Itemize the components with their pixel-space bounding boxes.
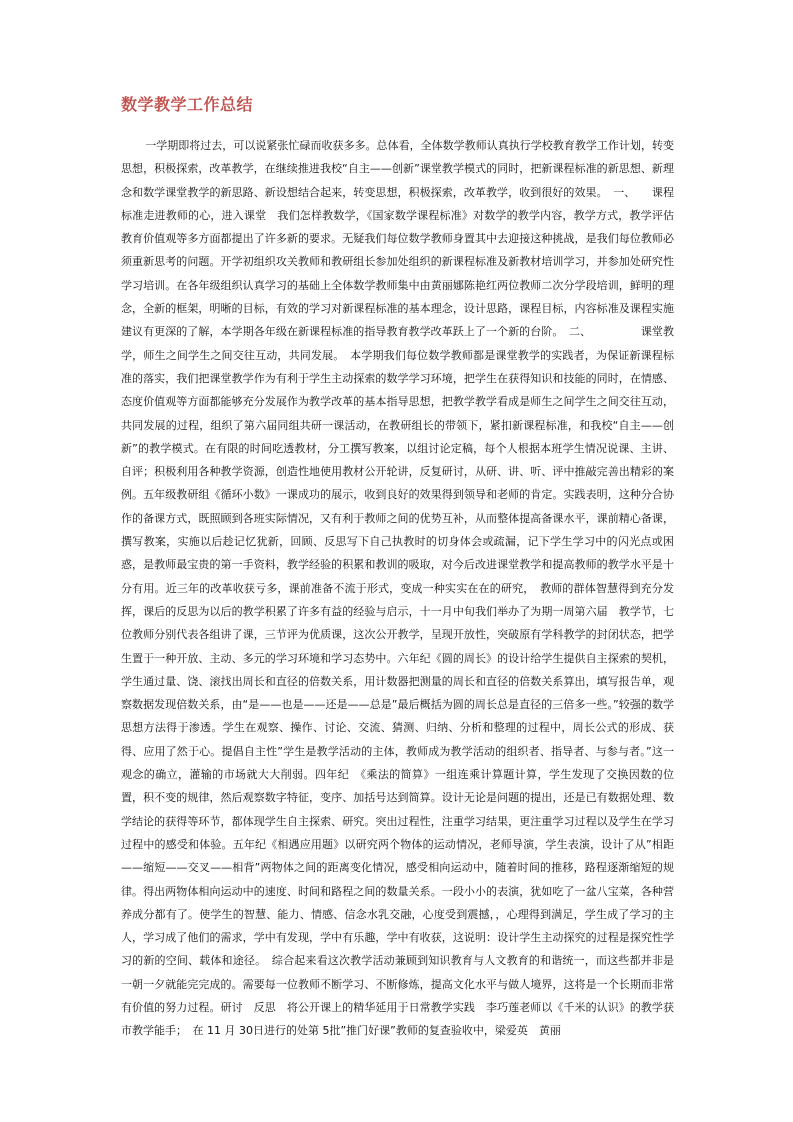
document-body: 一学期即将过去，可以说紧张忙碌而收获多多。总体看，全体数学教师认真执行学校教育教学工作计划，转变思想，积极探索，改革教学，在继续推进我校“自主——创新”课堂教学模式的同时，把新课程标准的新思想、新理念和数学课堂教学的新思路、新设想结合起来，转变思想，积极探索，改革教学，收到很好的效果。 一、 课程标准走进教师的心，进入课堂 我们怎样教数学，《国家数学课程标准》对数学的教学内容，教学方式，教学评估教育价值观等多方面都提出了许多新的要求。无疑我们每位数学教师身置其中去迎接这种挑战，是我们每位教师必须重新思考的问题。开学初组织攻关教师和教研组长参加处组织的新课程标准及新教材培训学习，并参加处研究性学习培训。在各年级组织认真学习的基础上全体数学教师集中由黄丽娜陈艳红两位教师二次分学段培训，鲜明的理念，全新的框架，明晰的目标，有效的学习对新课程标准的基本理念，设计思路，课程目标，内容标准及课程实施建议有更深的了解，本学期各年级在新课程标准的指导教育教学改革跃上了一个新的台阶。 二、 课堂教学，师生之间学生之间交往互动，共同发展。 本学期我们每位数学教师都是课堂教学的实践者，为保证新课程标准的落实，我们把课堂教学作为有利于学生主动探索的数学学习环境，把学生在获得知识和技能的同时，在情感、态度价值观等方面都能够充分发展作为教学改革的基本指导思想，把教学教学看成是师生之间学生之间交往互动，共同发展的过程，组织了第六届同组共研一课活动，在教研组长的带领下，紧扣新课程标准，和我校“自主——创新”的教学模式。在有限的时间吃透教材，分工撰写教案，以组讨论定稿，每个人根据本班学生情况说课、主讲、自评；积极利用各种教学资源，创造性地使用教材公开轮讲，反复研讨，从研、讲、听、评中推敲完善出精彩的案例。五年级教研组《循环小数》一课成功的展示，收到良好的效果得到领导和老师的肯定。实践表明，这种分合协作的备课方式，既照顾到各班实际情况，又有利于教师之间的优势互补，从而整体提高备课水平，课前精心备课，撰写教案，实施以后趁记忆犹新，回顾、反思写下自己执教时的切身体会或疏漏，记下学生学习中的闪光点或困惑，是教师最宝贵的第一手资料，教学经验的积累和教训的吸取，对今后改进课堂教学和提高教师的教学水平是十分有用。近三年的改革收获亏多，课前准备不流于形式，变成一种实实在在的研究， 教师的群体智慧得到充分发挥，课后的反思为以后的教学积累了许多有益的经验与启示，十一月中旬我们举办了为期一周第六届 教学节，七位教师分别代表各组讲了课，三节评为优质课，这次公开教学，呈现开放性，突破原有学科教学的封闭状态，把学生置于一种开放、主动、多元的学习环境和学习态势中。六年纪《圆的周长》的设计给学生提供自主探索的契机，学生通过量、饶、滚找出周长和直径的倍数关系，用计数器把测量的周长和直径的倍数关系算出，填写报告单，观察数据发现倍数关系，由“是——也是——还是——总是”最后概括为圆的周长总是直径的三倍多一些。”较强的数学思想方法得于渗透。学生在观察、操作、讨论、交流、猜测、归纳、分析和整理的过程中，周长公式的形成、获得、应用了然于心。提倡自主性”学生是教学活动的主体，教师成为教学活动的组织者、指导者、与参与者。”这一观念的确立，灌输的市场就大大削弱。四年纪 《乘法的简算》一组连乘计算题计算，学生发现了交换因数的位置，积不变的规律，然后观察数字特征，变序、加括号达到简算。设计无论是问题的提出，还是已有数据处理、数学结论的获得等环节，都体现学生自主探索、研究。突出过程性，注重学习结果，更注重学习过程以及学生在学习过程中的感受和体验。五年纪《相遇应用题》以研究两个物体的运动情况，老师导演，学生表演，设计了从”相距——缩短——交叉——相背”两物体之间的距离变化情况，感受相向运动中，随着时间的推移，路程逐渐缩短的规律。得出两物体相向运动中的速度、时间和路程之间的数量关系。一段小小的表演，犹如吃了一盆八宝菜，各种营养成分都有了。使学生的智慧、能力、情感、信念水乳交融，心度受到震撼，，心理得到满足，学生成了学习的主人，学习成了他们的需求，学中有发现，学中有乐趣，学中有收获，这说明：设计学生主动探究的过程是探究性学习的新的空间、载体和途径。 综合起来看这次教学活动兼顾到知识教育与人文教育的和谐统一，而这些都并非是一朝一夕就能完完成的。需要每一位教师不断学习、不断修炼，提高文化水平与做人境界，这将是一个长期而非常有价值的努力过程。研讨 反思 将公开课上的精华延用于日常教学实践 李巧莲老师以《千米的认识》的教学获市教学能手； 在 11 月 30日进行的处第 5批”推门好课”教师的复查验收中，梁爱英 黄丽 — [121, 139, 674, 1038]
document-title: 数学教学工作总结 — [121, 95, 254, 114]
